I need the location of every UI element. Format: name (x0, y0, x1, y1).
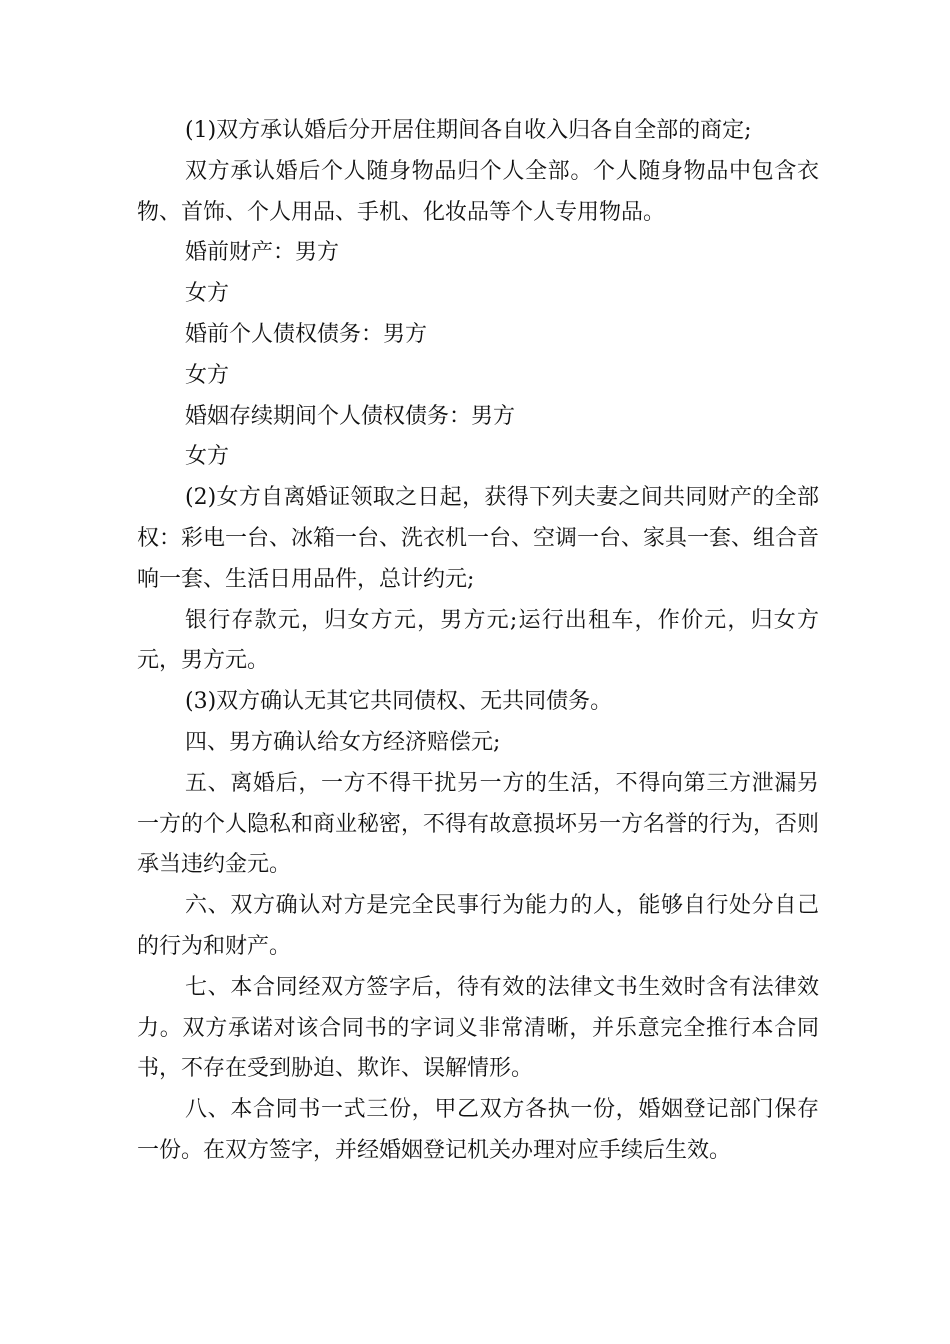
paragraph-13: 五、离婚后，一方不得干扰另一方的生活，不得向第三方泄漏另一方的个人隐私和商业秘密，不得有故意损坏另一方名誉的行为，否则承当违约金元。 (137, 770, 820, 878)
paragraph-10: 银行存款元，归女方元，男方元;运行出租车，作价元，归女方元，男方元。 (137, 607, 819, 674)
paragraph-15: 七、本合同经双方签字后，待有效的法律文书生效时含有法律效力。双方承诺对该合同书的字词义非常清晰，并乐意完全推行本合同书，不存在受到胁迫、欺诈、误解情形。 (137, 974, 819, 1082)
paragraph-1: (1)双方承认婚后分开居住期间各自收入归各自全部的商定; (185, 118, 752, 143)
paragraph-2: 双方承认婚后个人随身物品归个人全部。个人随身物品中包含衣物、首饰、个人用品、手机、化妆品等个人专用物品。 (137, 158, 819, 225)
paragraph-4: 女方 (185, 281, 230, 307)
paragraph-11: (3)双方确认无其它共同债权、无共同债务。 (185, 689, 613, 715)
paragraph-8: 女方 (185, 444, 230, 470)
paragraph-16: 八、本合同书一式三份，甲乙双方各执一份，婚姻登记部门保存一份。在双方签字，并经婚姻登记机关办理对应手续后生效。 (137, 1097, 819, 1163)
paragraph-7: 婚姻存续期间个人债权债务：男方 (185, 403, 516, 429)
paragraph-6: 女方 (185, 362, 230, 388)
paragraph-14: 六、双方确认对方是完全民事行为能力的人，能够自行处分自己的行为和财产。 (137, 893, 819, 959)
paragraph-3: 婚前财产：男方 (185, 240, 340, 266)
paragraph-9: (2)女方自离婚证领取之日起，获得下列夫妻之间共同财产的全部权：彩电一台、冰箱一台、洗衣机一台、空调一台、家具一套、组合音响一套、生活日用品件，总计约元; (137, 485, 820, 592)
document-body (137, 111, 819, 1172)
paragraph-5: 婚前个人债权债务：男方 (185, 321, 428, 347)
paragraph-12: 四、男方确认给女方经济赔偿元; (185, 729, 501, 755)
